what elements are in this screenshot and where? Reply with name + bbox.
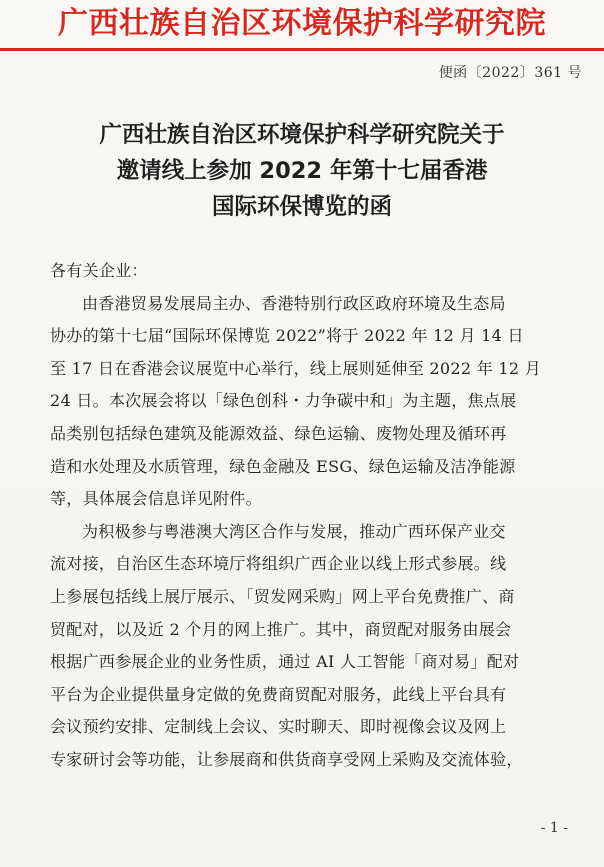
paragraph-line: 上参展包括线上展厅展示、「贸发网采购」网上平台免费推广、商 — [50, 586, 515, 606]
title-line-1: 广西壮族自治区环境保护科学研究院关于 — [99, 122, 505, 148]
page-number: - 1 - — [540, 820, 568, 836]
paragraph-line: 流对接，自治区生态环境厅将组织广西企业以线上形式参展。线 — [50, 554, 507, 574]
title-line-2: 邀请线上参加 2022 年第十七届香港 — [116, 158, 488, 184]
paragraph-line: 由香港贸易发展局主办、香港特别行政区政府环境及生态局 — [82, 293, 506, 313]
letter-body — [50, 255, 570, 777]
paragraph-2 — [50, 516, 570, 777]
paragraph-line: 根据广西参展企业的业务性质，通过 AI 人工智能「商对易」配对 — [50, 652, 520, 672]
paragraph-line: 为积极参与粤港澳大湾区合作与发展，推动广西环保产业交 — [82, 521, 506, 541]
document-number: 便函〔2022〕361 号 — [438, 65, 582, 81]
document-title — [0, 117, 604, 225]
red-divider-line — [0, 48, 604, 51]
paragraph-line: 等，具体展会信息详见附件。 — [50, 489, 262, 509]
paragraph-1 — [50, 288, 570, 516]
paragraph-line: 造和水处理及水质管理，绿色金融及 ESG、绿色运输及洁净能源 — [50, 456, 516, 476]
salutation: 各有关企业： — [50, 261, 148, 280]
paragraph-line: 24 日。本次展会将以「绿色创科・力争碳中和」为主题，焦点展 — [50, 391, 517, 411]
paragraph-line: 会议预约安排、定制线上会议、实时聊天、即时视像会议及网上 — [50, 717, 507, 737]
paragraph-line: 协办的第十七届“国际环保博览 2022”将于 2022 年 12 月 14 日 — [50, 326, 524, 346]
paragraph-line: 至 17 日在香港会议展览中心举行，线上展则延伸至 2022 年 12 月 — [50, 358, 542, 378]
paragraph-line: 平台为企业提供量身定做的免费商贸配对服务，此线上平台具有 — [50, 684, 507, 704]
title-line-3: 国际环保博览的函 — [211, 194, 392, 220]
paragraph-line: 品类别包括绿色建筑及能源效益、绿色运输、废物处理及循环再 — [50, 423, 507, 443]
paragraph-line: 专家研讨会等功能，让参展商和供货商享受网上采购及交流体验， — [50, 749, 523, 769]
paragraph-line: 贸配对，以及近 2 个月的网上推广。其中，商贸配对服务由展会 — [50, 619, 512, 639]
organization-header: 广西壮族自治区环境保护科学研究院 — [58, 6, 546, 41]
